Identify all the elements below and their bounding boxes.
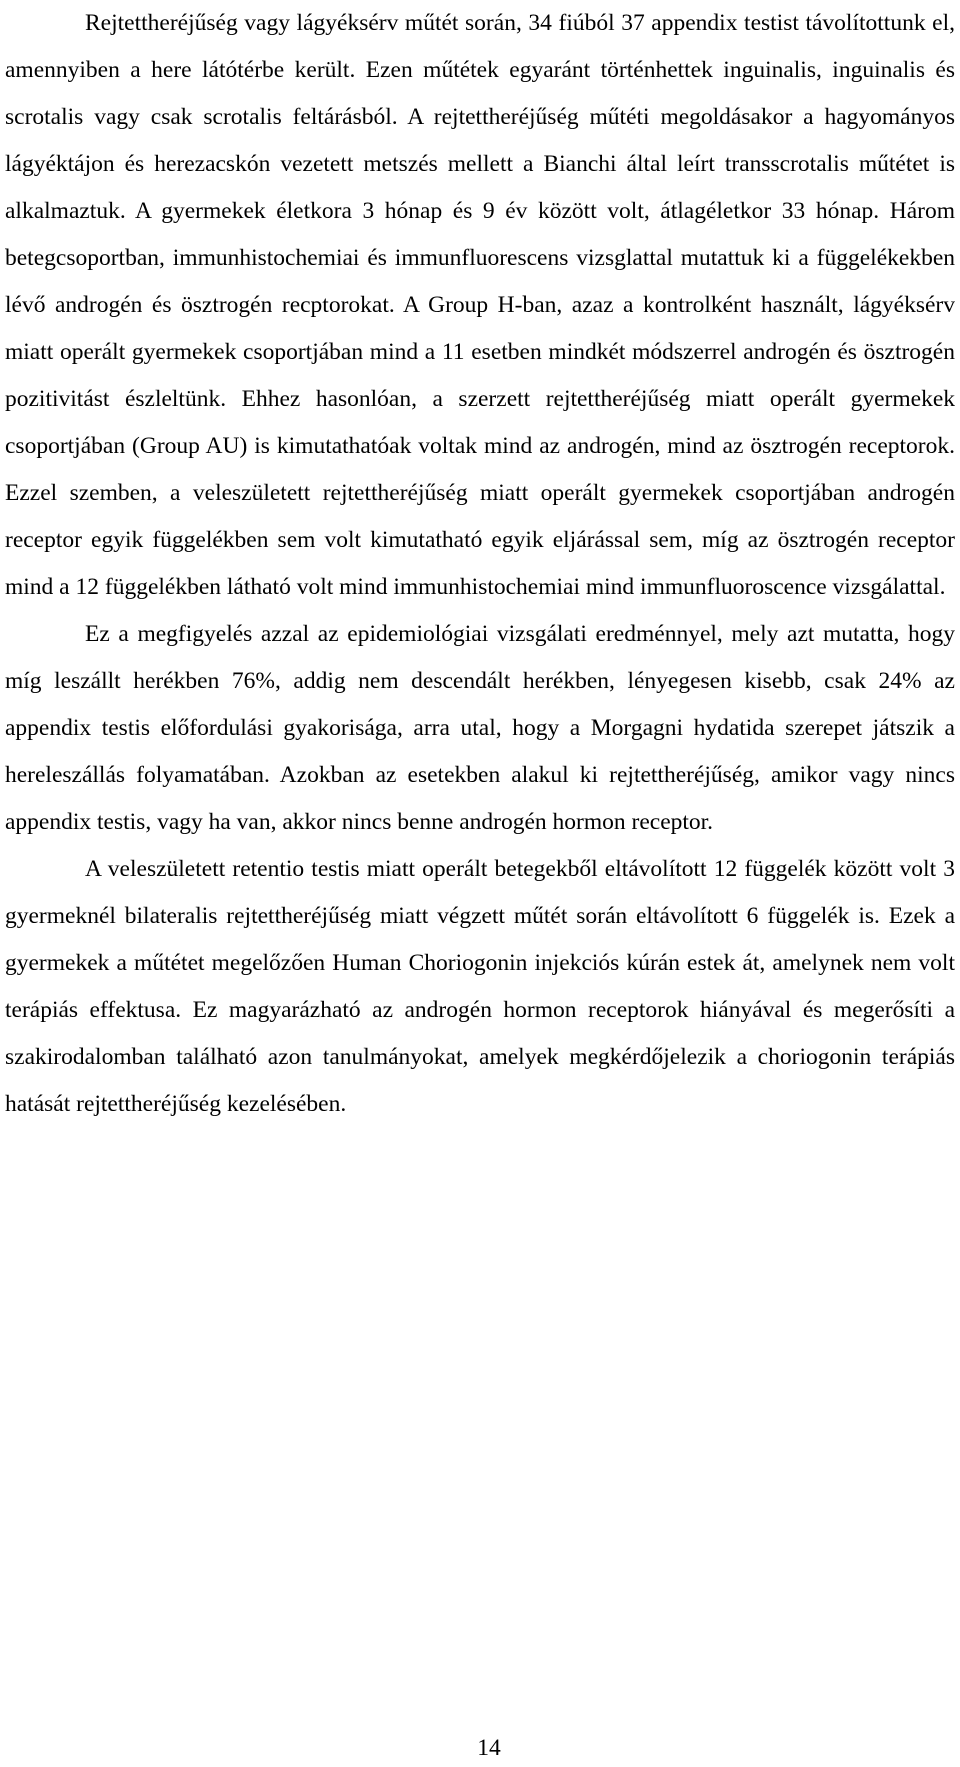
paragraph-retentio-testis: A veleszületett retentio testis miatt operált betegekből eltávolított 12 függelék között volt 3 gyermeknél bilateralis rejtettheréjűség miatt végzett műtét során eltávolított 6 függelék is. Ezek a gyermekek a műtétet megelőzően Human Choriogonin injekciós kúrán estek át, amelynek nem volt terápiás effektusa. Ez magyarázható az androgén hormon receptorok hiányával és megerősíti a szakirodalomban található azon tanulmányokat, amelyek megkérdőjelezik a choriogonin terápiás hatását rejtettheréjűség kezelésében.	[5, 856, 955, 1117]
paragraph-results: Rejtettheréjűség vagy lágyéksérv műtét során, 34 fiúból 37 appendix testist távolítottunk el, amennyiben a here látótérbe került. Ezen műtétek egyaránt történhettek inguinalis, inguinalis és scrotalis vagy csak scrotalis feltárásból. A rejtettheréjűség műtéti megoldásakor a hagyományos lágyéktájon és herezacskón vezetett metszés mellett a Bianchi által leírt transscrotalis műtétet is alkalmaztuk. A gyermekek életkora 3 hónap és 9 év között volt, átlagéletkor 33 hónap. Három betegcsoportban, immunhistochemiai és immunfluorescens vizsglattal mutattuk ki a függelékekben lévő androgén és ösztrogén recptorokat. A Group H-ban, azaz a kontrolként használt, lágyéksérv miatt operált gyermekek csoportjában mind a 11 esetben mindkét módszerrel androgén és ösztrogén pozitivitást észleltünk. Ehhez hasonlóan, a szerzett rejtettheréjűség miatt operált gyermekek csoportjában (Group AU) is kimutathatóak voltak mind az androgén, mind az ösztrogén receptorok. Ezzel szemben, a veleszületett rejtettheréjűség miatt operált gyermekek csoportjában androgén receptor egyik függelékben sem volt kimutatható egyik eljárással sem, míg az ösztrogén receptor mind a 12 függelékben látható volt mind immunhistochemiai mind immunfluoroscence vizsgálattal.	[5, 10, 955, 600]
paragraph-observation: Ez a megfigyelés azzal az epidemiológiai vizsgálati eredménnyel, mely azt mutatta, hogy míg leszállt herékben 76%, addig nem descendált herékben, lényegesen kisebb, csak 24% az appendix testis előfordulási gyakorisága, arra utal, hogy a Morgagni hydatida szerepet játszik a hereleszállás folyamatában. Azokban az esetekben alakul ki rejtettheréjűség, amikor vagy nincs appendix testis, vagy ha van, akkor nincs benne androgén hormon receptor.	[5, 621, 955, 835]
page-number: 14	[477, 1735, 501, 1761]
page-body	[5, 0, 955, 1128]
